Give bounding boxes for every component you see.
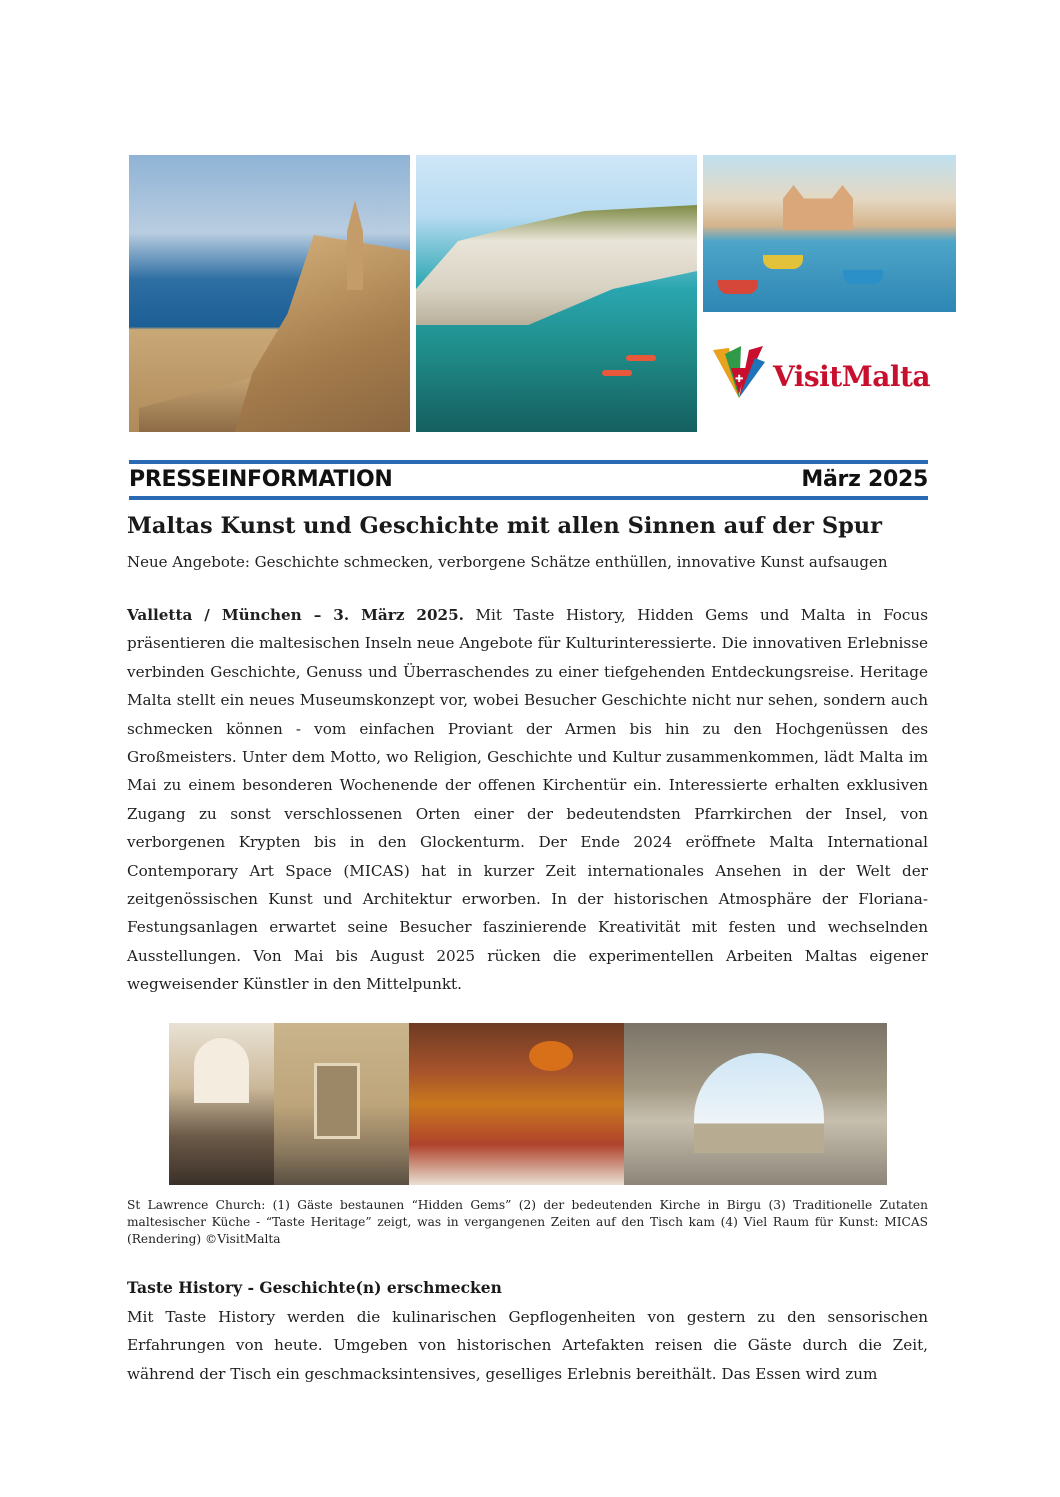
photo-marsaxlokk-harbour: [703, 155, 956, 312]
section-title: Taste History - Geschichte(n) erschmecken: [127, 1278, 502, 1297]
church-spire: [347, 200, 363, 290]
harbour-church: [783, 185, 853, 230]
press-label: PRESSEINFORMATION: [129, 467, 393, 492]
fishing-boat: [763, 255, 803, 269]
altar: [194, 1038, 249, 1103]
photo-maltese-food: [409, 1023, 624, 1185]
white-cliff: [416, 205, 697, 325]
svg-text:✚: ✚: [735, 374, 744, 385]
article-body: [127, 601, 928, 999]
fishing-boat: [843, 270, 883, 284]
church-door: [314, 1063, 360, 1139]
visitmalta-logo: [709, 344, 939, 406]
header-rule-top: [129, 460, 928, 464]
press-date: März 2025: [801, 467, 928, 492]
article-subline: Neue Angebote: Geschichte schmecken, verborgene Schätze enthüllen, innovative Kunst aufsaugen: [127, 553, 888, 571]
article-dateline: Valletta / München – 3. März 2025.: [127, 606, 464, 624]
pumpkin: [529, 1041, 573, 1071]
photo-micas-rendering: [624, 1023, 887, 1185]
visitmalta-logo-mark: [711, 344, 767, 402]
fishing-boat: [718, 280, 758, 294]
kayak: [626, 355, 656, 361]
article-headline: Maltas Kunst und Geschichte mit allen Sinnen auf der Spur: [127, 513, 883, 539]
header-rule-bottom: [129, 496, 928, 500]
photo-caption: St Lawrence Church: (1) Gäste bestaunen “Hidden Gems” (2) der bedeutenden Kirche in Birgu (3) Traditionelle Zutaten maltesischer Küche - “Taste Heritage” zeigt, was in vergangenen Zeiten auf den Tisch kam (4) Viel Raum für Kunst: MICAS (Rendering) ©VisitMalta: [127, 1198, 928, 1246]
press-header-band: [129, 460, 928, 501]
photo-strip: [169, 1023, 887, 1185]
city-skyline: [235, 235, 410, 432]
section-body: Mit Taste History werden die kulinarischen Gepflogenheiten von gestern zu den sensorischen Erfahrungen von heute. Umgeben von historischen Artefakten reisen die Gäste durch die Zeit, während der Tisch ein geschmacksintensives, geselliges Erlebnis bereithält. Das Essen wird zum: [127, 1308, 928, 1383]
photo-valletta-coast: [129, 155, 410, 432]
archway: [694, 1053, 824, 1153]
visitmalta-wordmark: VisitMalta: [773, 360, 931, 393]
article-body-text: Mit Taste History, Hidden Gems und Malta in Focus präsentieren die maltesischen Inseln neue Angebote für Kulturinteressierte. Die innovativen Erlebnisse verbinden Geschichte, Genuss und Überraschendes zu einer tiefgehenden Entdeckungsreise. Heritage Malta stellt ein neues Museumskonzept vor, wobei Besucher Geschichte nicht nur sehen, sondern auch schmecken können - vom einfachen Proviant der Armen bis hin zu den Hochgenüssen des Großmeisters. Unter dem Motto, wo Religion, Geschichte und Kultur zusammenkommen, lädt Malta im Mai zu einem besonderen Wochenende der offenen Kirchentür ein. Interessierte erhalten exklusiven Zugang zu sonst verschlossenen Orten einer der bedeutendsten Pfarrkirchen der Insel, von verborgenen Krypten bis in den Glockenturm. Der Ende 2024 eröffnete Malta International Contemporary Art Space (MICAS) hat in kurzer Zeit internationales Ansehen in der Welt der zeitgenössischen Kunst und Architektur erworben. In der historischen Atmosphäre der Floriana-Festungsanlagen erwartet seine Besucher faszinierende Kreativität mit festen und wechselnden Ausstellungen. Von Mai bis August 2025 rücken die experimentellen Arbeiten Maltas eigener wegweisender Künstler in den Mittelpunkt.: [127, 606, 929, 994]
kayak: [602, 370, 632, 376]
photo-cliffs-kayak: [416, 155, 697, 432]
photo-church-interior: [169, 1023, 274, 1185]
photo-church-facade: [274, 1023, 409, 1185]
